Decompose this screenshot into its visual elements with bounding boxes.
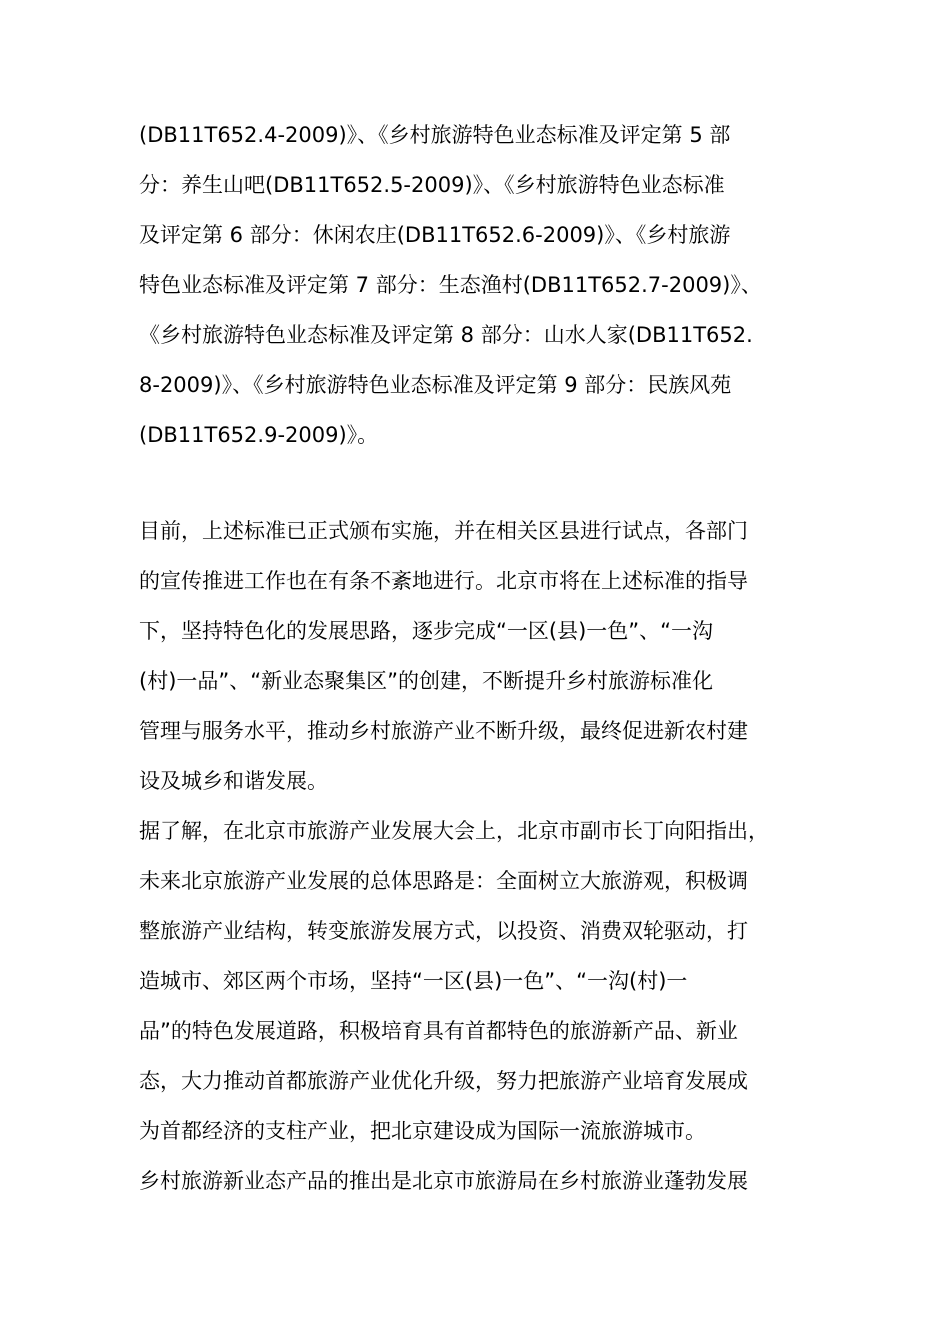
text-line: 特色业态标准及评定第 7 部分：生态渔村(DB11T652.7-2009)》、	[139, 273, 762, 297]
text-line: 的宣传推进工作也在有条不紊地进行。北京市将在上述标准的指导	[139, 569, 748, 593]
text-line: 态，大力推动首都旅游产业优化升级，努力把旅游产业培育发展成	[139, 1069, 748, 1093]
text-line: 乡村旅游新业态产品的推出是北京市旅游局在乡村旅游业蓬勃发展	[139, 1169, 748, 1193]
text-line: 整旅游产业结构，转变旅游发展方式，以投资、消费双轮驱动，打	[139, 919, 748, 943]
text-line: 下，坚持特色化的发展思路，逐步完成“一区(县)一色”、“一沟	[139, 619, 714, 643]
text-line: 为首都经济的支柱产业，把北京建设成为国际一流旅游城市。	[139, 1119, 706, 1143]
text-line: (DB11T652.4-2009)》、《乡村旅游特色业态标准及评定第 5 部	[139, 123, 731, 147]
text-line: 品”的特色发展道路，积极培育具有首都特色的旅游新产品、新业	[139, 1019, 738, 1043]
text-line: 分：养生山吧(DB11T652.5-2009)》、《乡村旅游特色业态标准	[139, 173, 725, 197]
text-line: (村)一品”、“新业态聚集区”的创建，不断提升乡村旅游标准化	[139, 669, 714, 693]
text-line: 未来北京旅游产业发展的总体思路是：全面树立大旅游观，积极调	[139, 869, 748, 893]
text-line: 造城市、郊区两个市场，坚持“一区(县)一色”、“一沟(村)一	[139, 969, 688, 993]
text-line: 《乡村旅游特色业态标准及评定第 8 部分：山水人家(DB11T652.	[139, 323, 753, 347]
text-line: 据了解，在北京市旅游产业发展大会上，北京市副市长丁向阳指出，	[139, 819, 769, 843]
text-line: 目前，上述标准已正式颁布实施，并在相关区县进行试点，各部门	[139, 519, 748, 543]
text-line: (DB11T652.9-2009)》。	[139, 423, 379, 447]
text-line: 管理与服务水平，推动乡村旅游产业不断升级，最终促进新农村建	[139, 719, 748, 743]
text-line: 设及城乡和谐发展。	[139, 769, 328, 793]
text-line: 及评定第 6 部分：休闲农庄(DB11T652.6-2009)》、《乡村旅游	[139, 223, 731, 247]
text-line: 8-2009)》、《乡村旅游特色业态标准及评定第 9 部分：民族风苑	[139, 373, 732, 397]
